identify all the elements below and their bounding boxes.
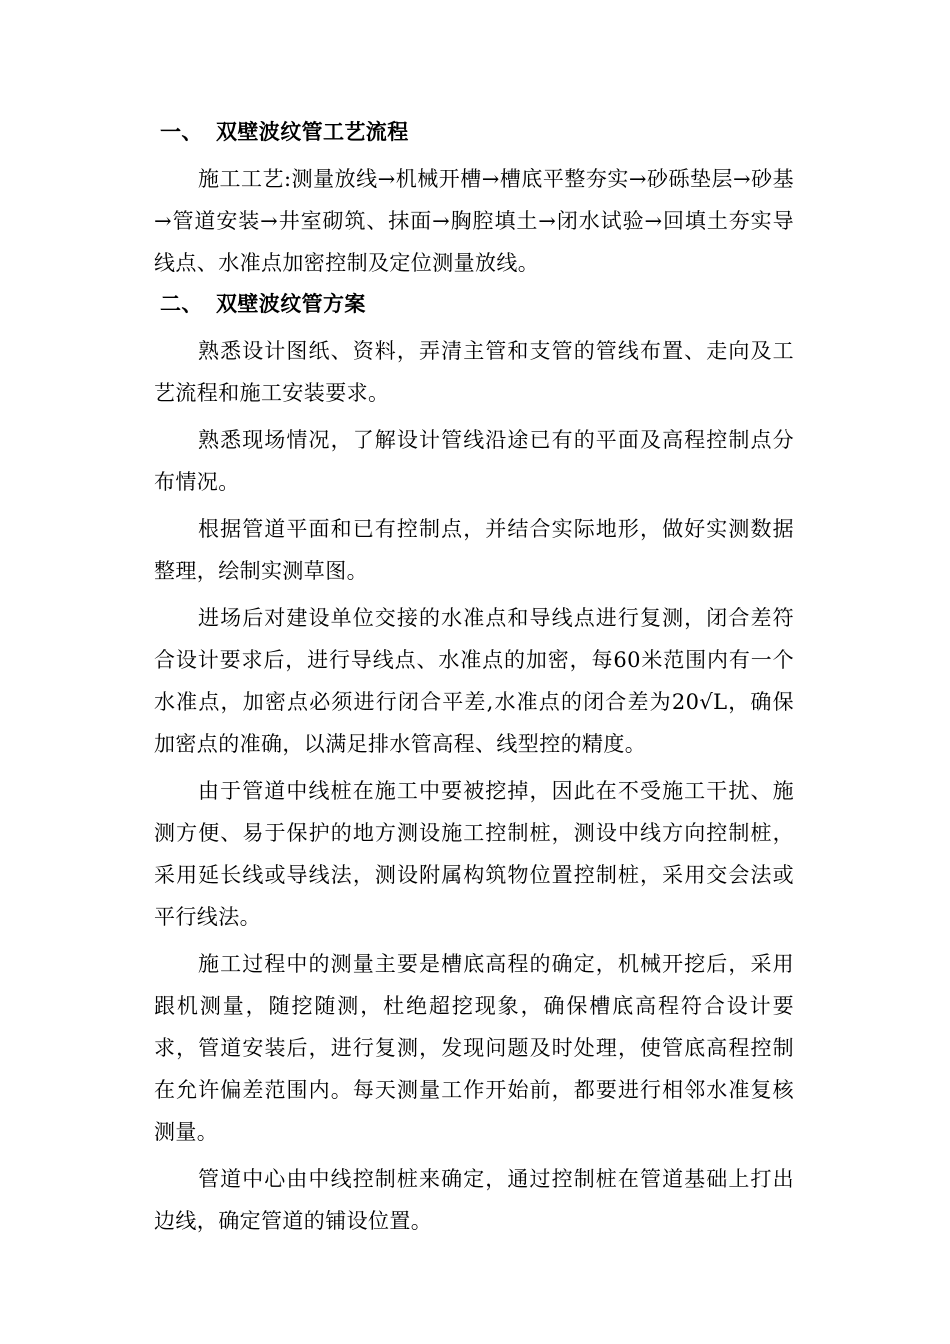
paragraph-elevation: 施工过程中的测量主要是槽底高程的确定，机械开挖后，采用跟机测量，随挖随测，杜绝超挖现象，确保槽底高程符合设计要求，管道安装后，进行复测，发现问题及时处理，使管底高程控制在允许偏差范围内。每天测量工作开始前，都要进行相邻水准复核测量。 bbox=[154, 952, 794, 1144]
paragraph-survey-sketch: 根据管道平面和已有控制点，并结合实际地形，做好实测数据整理，绘制实测草图。 bbox=[154, 517, 794, 583]
section-title-1: 双壁波纹管工艺流程 bbox=[216, 120, 409, 144]
paragraph-site: 熟悉现场情况，了解设计管线沿途已有的平面及高程控制点分布情况。 bbox=[154, 428, 794, 494]
paragraph-centerline: 管道中心由中线控制桩来确定，通过控制桩在管道基础上打出边线，确定管道的铺设位置。 bbox=[154, 1167, 794, 1233]
section-heading-2 bbox=[154, 284, 794, 324]
section-number-2: 二、 bbox=[160, 292, 203, 316]
paragraph-control-stakes: 由于管道中线桩在施工中要被挖掉，因此在不受施工干扰、施测方便、易于保护的地方测设施工控制桩，测设中线方向控制桩，采用延长线或导线法，测设附属构筑物位置控制桩，采用交会法或平行线法。 bbox=[154, 779, 794, 929]
section-number-1: 一、 bbox=[160, 120, 203, 144]
paragraph-drawings: 熟悉设计图纸、资料，弄清主管和支管的管线布置、走向及工艺流程和施工安装要求。 bbox=[154, 339, 794, 405]
paragraph-benchmark: 进场后对建设单位交接的水准点和导线点进行复测，闭合差符合设计要求后，进行导线点、水准点的加密，每60米范围内有一个水准点，加密点必须进行闭合平差,水准点的闭合差为20√L，确保加密点的准确，以满足排水管高程、线型控的精度。 bbox=[154, 606, 794, 756]
section-heading-1 bbox=[154, 112, 794, 152]
document-page bbox=[154, 112, 794, 1247]
paragraph-process: 施工工艺:测量放线→机械开槽→槽底平整夯实→砂砾垫层→砂基→管道安装→井室砌筑、抹面→胸腔填土→闭水试验→回填土夯实导线点、水准点加密控制及定位测量放线。 bbox=[154, 167, 794, 275]
section-title-2: 双壁波纹管方案 bbox=[216, 292, 366, 316]
